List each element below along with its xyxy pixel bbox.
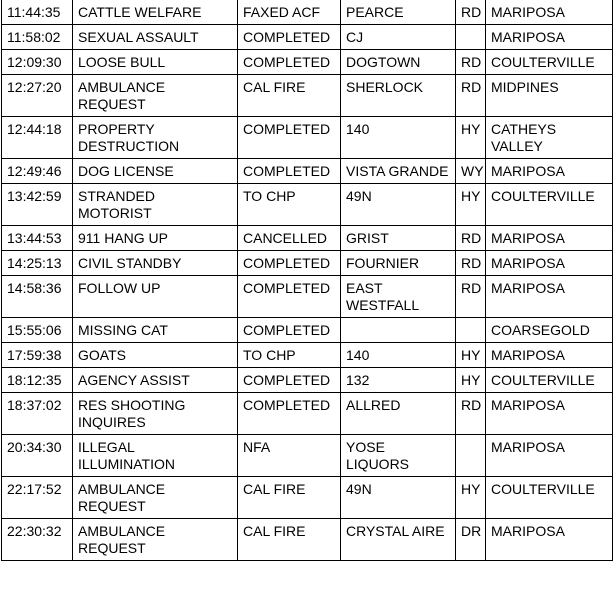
street-cell: EAST WESTFALL [341, 276, 456, 318]
city-cell: COULTERVILLE [486, 184, 613, 226]
street-cell: 49N [341, 184, 456, 226]
incident-cell: AMBULANCE REQUEST [73, 477, 238, 519]
status-cell: COMPLETED [238, 276, 341, 318]
time-cell: 22:17:52 [2, 477, 73, 519]
city-cell: COULTERVILLE [486, 368, 613, 393]
table-row [2, 343, 613, 368]
incident-cell: RES SHOOTING INQUIRES [73, 393, 238, 435]
incident-cell: AMBULANCE REQUEST [73, 75, 238, 117]
city-cell: MIDPINES [486, 75, 613, 117]
suffix-cell: RD [456, 251, 486, 276]
time-cell: 13:44:53 [2, 226, 73, 251]
status-cell: COMPLETED [238, 368, 341, 393]
incident-cell: DOG LICENSE [73, 159, 238, 184]
suffix-cell: HY [456, 477, 486, 519]
suffix-cell: RD [456, 75, 486, 117]
street-cell: ALLRED [341, 393, 456, 435]
suffix-cell [456, 435, 486, 477]
suffix-cell: RD [456, 50, 486, 75]
city-cell: COULTERVILLE [486, 50, 613, 75]
incident-cell: ILLEGAL ILLUMINATION [73, 435, 238, 477]
time-cell: 18:12:35 [2, 368, 73, 393]
street-cell: PEARCE [341, 0, 456, 25]
table-row [2, 368, 613, 393]
table-row [2, 393, 613, 435]
incident-cell: SEXUAL ASSAULT [73, 25, 238, 50]
table-row [2, 0, 613, 25]
street-cell: YOSE LIQUORS [341, 435, 456, 477]
incident-cell: PROPERTY DESTRUCTION [73, 117, 238, 159]
status-cell: FAXED ACF [238, 0, 341, 25]
incident-cell: GOATS [73, 343, 238, 368]
street-cell: CRYSTAL AIRE [341, 519, 456, 561]
suffix-cell [456, 318, 486, 343]
incident-cell: CIVIL STANDBY [73, 251, 238, 276]
status-cell: COMPLETED [238, 251, 341, 276]
time-cell: 14:25:13 [2, 251, 73, 276]
time-cell: 12:09:30 [2, 50, 73, 75]
incident-cell: AGENCY ASSIST [73, 368, 238, 393]
street-cell: SHERLOCK [341, 75, 456, 117]
suffix-cell: RD [456, 276, 486, 318]
table-row [2, 75, 613, 117]
suffix-cell: HY [456, 368, 486, 393]
table-row [2, 318, 613, 343]
city-cell: COULTERVILLE [486, 477, 613, 519]
table-row [2, 477, 613, 519]
status-cell: COMPLETED [238, 318, 341, 343]
time-cell: 12:49:46 [2, 159, 73, 184]
call-log-body [2, 0, 613, 561]
status-cell: NFA [238, 435, 341, 477]
incident-cell: AMBULANCE REQUEST [73, 519, 238, 561]
time-cell: 17:59:38 [2, 343, 73, 368]
city-cell: MARIPOSA [486, 435, 613, 477]
time-cell: 15:55:06 [2, 318, 73, 343]
incident-cell: LOOSE BULL [73, 50, 238, 75]
suffix-cell: HY [456, 184, 486, 226]
table-row [2, 50, 613, 75]
status-cell: COMPLETED [238, 159, 341, 184]
status-cell: COMPLETED [238, 25, 341, 50]
status-cell: TO CHP [238, 343, 341, 368]
incident-cell: 911 HANG UP [73, 226, 238, 251]
incident-cell: STRANDED MOTORIST [73, 184, 238, 226]
incident-cell: CATTLE WELFARE [73, 0, 238, 25]
street-cell: CJ [341, 25, 456, 50]
city-cell: MARIPOSA [486, 251, 613, 276]
time-cell: 14:58:36 [2, 276, 73, 318]
time-cell: 11:58:02 [2, 25, 73, 50]
time-cell: 18:37:02 [2, 393, 73, 435]
street-cell: GRIST [341, 226, 456, 251]
city-cell: MARIPOSA [486, 276, 613, 318]
table-row [2, 159, 613, 184]
city-cell: MARIPOSA [486, 519, 613, 561]
call-log-table [1, 0, 613, 561]
incident-cell: FOLLOW UP [73, 276, 238, 318]
suffix-cell: RD [456, 0, 486, 25]
incident-cell: MISSING CAT [73, 318, 238, 343]
table-row [2, 184, 613, 226]
table-row [2, 117, 613, 159]
suffix-cell [456, 25, 486, 50]
city-cell: CATHEYS VALLEY [486, 117, 613, 159]
suffix-cell: WY [456, 159, 486, 184]
city-cell: MARIPOSA [486, 226, 613, 251]
city-cell: MARIPOSA [486, 343, 613, 368]
street-cell: 140 [341, 343, 456, 368]
city-cell: MARIPOSA [486, 393, 613, 435]
suffix-cell: RD [456, 226, 486, 251]
suffix-cell: HY [456, 343, 486, 368]
time-cell: 12:44:18 [2, 117, 73, 159]
table-row [2, 251, 613, 276]
table-row [2, 25, 613, 50]
street-cell: 132 [341, 368, 456, 393]
status-cell: COMPLETED [238, 117, 341, 159]
time-cell: 20:34:30 [2, 435, 73, 477]
city-cell: MARIPOSA [486, 25, 613, 50]
street-cell: FOURNIER [341, 251, 456, 276]
city-cell: MARIPOSA [486, 0, 613, 25]
city-cell: COARSEGOLD [486, 318, 613, 343]
street-cell: DOGTOWN [341, 50, 456, 75]
time-cell: 11:44:35 [2, 0, 73, 25]
suffix-cell: DR [456, 519, 486, 561]
street-cell: 140 [341, 117, 456, 159]
table-row [2, 276, 613, 318]
street-cell: 49N [341, 477, 456, 519]
status-cell: CAL FIRE [238, 477, 341, 519]
table-row [2, 519, 613, 561]
status-cell: TO CHP [238, 184, 341, 226]
suffix-cell: RD [456, 393, 486, 435]
table-row [2, 226, 613, 251]
street-cell [341, 318, 456, 343]
time-cell: 12:27:20 [2, 75, 73, 117]
time-cell: 22:30:32 [2, 519, 73, 561]
status-cell: COMPLETED [238, 393, 341, 435]
city-cell: MARIPOSA [486, 159, 613, 184]
status-cell: CAL FIRE [238, 519, 341, 561]
status-cell: COMPLETED [238, 50, 341, 75]
street-cell: VISTA GRANDE [341, 159, 456, 184]
time-cell: 13:42:59 [2, 184, 73, 226]
status-cell: CANCELLED [238, 226, 341, 251]
suffix-cell: HY [456, 117, 486, 159]
status-cell: CAL FIRE [238, 75, 341, 117]
table-row [2, 435, 613, 477]
